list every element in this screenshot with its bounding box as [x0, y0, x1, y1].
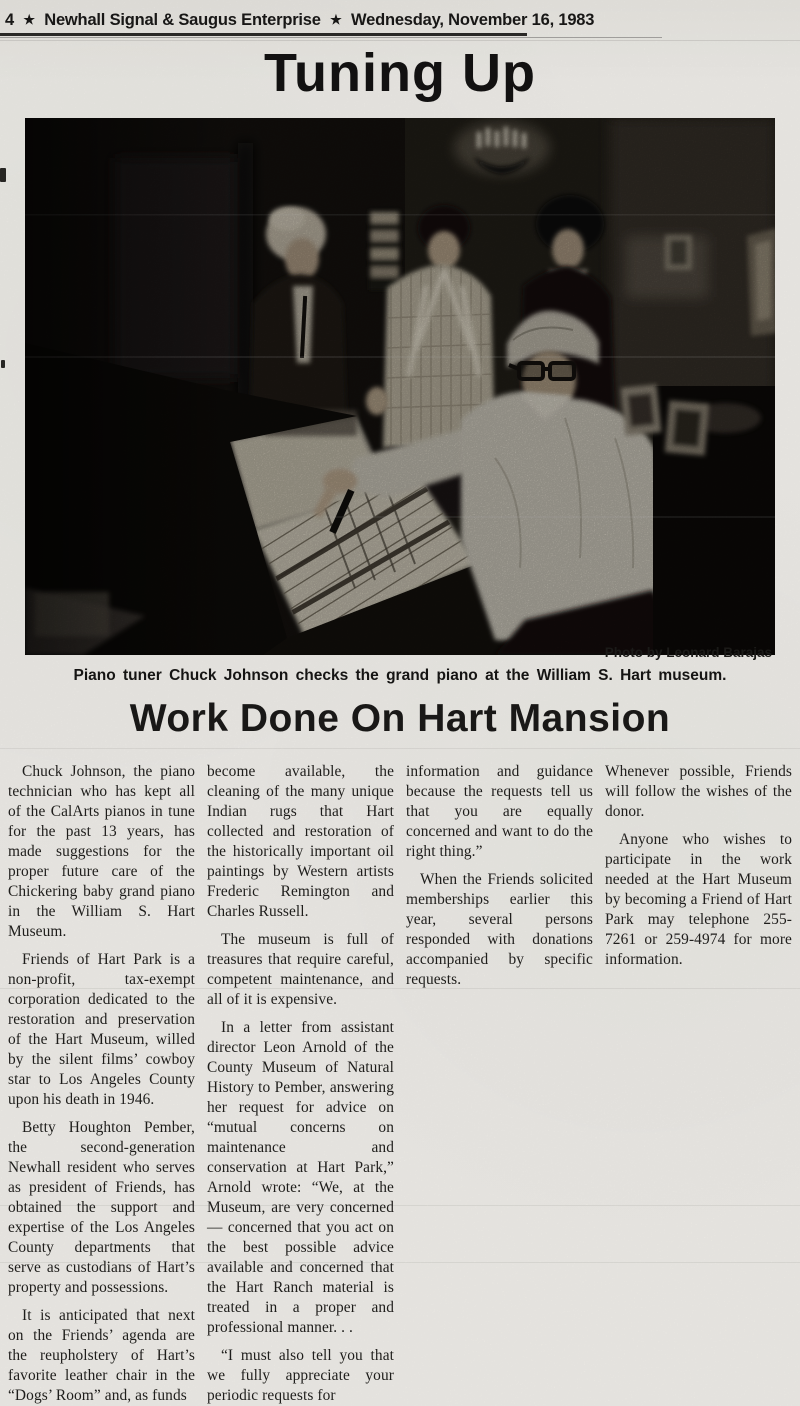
masthead — [5, 11, 594, 30]
article-paragraph: The museum is full of treasures that require careful, competent maintenance, and all of it is expensive. — [207, 931, 394, 1008]
issue-date: Wednesday, November 16, 1983 — [351, 11, 595, 29]
article-paragraph: In a letter from assistant director Leon Arnold of the County Museum of Natural History to Pember, answering her request for advice on “mutual concerns on maintenance and conservation at Hart Park,” Arnold wrote: “We, at the Museum, are very concerned — concerned that you act on the best possible advice available and concerned that the Hart Ranch material is treated in a proper and professional manner. . . — [207, 1019, 394, 1336]
article-paragraph: become available, the cleaning of the many unique Indian rugs that Hart collected and restoration of the historically important oil paintings by Western artists Frederic Remington and Charles Russell. — [207, 763, 394, 920]
article-paragraph: Whenever possible, Friends will follow the wishes of the donor. — [605, 763, 792, 820]
article-paragraph: When the Friends solicited memberships earlier this year, several persons responded with donations accompanied by specific requests. — [406, 871, 593, 988]
ink-speck — [1, 360, 5, 368]
masthead-rule — [0, 33, 527, 36]
scan-streak — [0, 1205, 800, 1206]
kicker-title: Tuning Up — [264, 43, 536, 103]
photo-caption: Piano tuner Chuck Johnson checks the grand piano at the William S. Hart museum. — [73, 667, 727, 684]
article-paragraph: It is anticipated that next on the Friends’ agenda are the reupholstery of Hart’s favorite leather chair in the “Dogs’ Room” and, as funds — [8, 1307, 195, 1404]
article-column — [207, 762, 394, 1406]
article-paragraph: Betty Houghton Pember, the second-generation Newhall resident who serves as president of Friends, has obtained the support and expertise of the Los Angeles County departments that serve as custodians of Hart’s property and possessions. — [8, 1119, 195, 1296]
article-photo — [25, 118, 775, 655]
article-column — [8, 762, 195, 1406]
masthead-rule-faint — [0, 40, 800, 41]
scan-streak — [0, 988, 800, 989]
article-column — [605, 762, 792, 1406]
masthead-rule-light — [0, 37, 662, 38]
article-paragraph: Friends of Hart Park is a non-profit, tax-exempt corporation dedicated to the restoration and preservation of the Hart Museum, willed by the silent films’ cowboy star to Los Angeles County upon his death in 1946. — [8, 951, 195, 1108]
star-icon: ★ — [330, 12, 342, 27]
article-body — [8, 762, 792, 1406]
page-number: 4 — [5, 11, 14, 29]
star-icon: ★ — [23, 12, 35, 27]
scan-streak — [0, 1262, 800, 1263]
article-paragraph: “I must also tell you that we fully appreciate your periodic requests for — [207, 1347, 394, 1404]
article-photo-graphic — [25, 118, 775, 655]
article-headline: Work Done On Hart Mansion — [129, 697, 671, 740]
scan-streak — [0, 748, 800, 749]
article-paragraph: information and guidance because the requests tell us that you are equally concerned and want to do the right thing.” — [406, 763, 593, 860]
article-paragraph: Anyone who wishes to participate in the work needed at the Hart Museum by becoming a Friend of Hart Park may telephone 255-7261 or 259-4974 for more information. — [605, 831, 792, 968]
article-column — [406, 762, 593, 1406]
publication-name: Newhall Signal & Saugus Enterprise — [44, 11, 321, 29]
ink-speck — [0, 168, 6, 182]
article-paragraph: Chuck Johnson, the piano technician who has kept all of the CalArts pianos in tune for the past 13 years, has made suggestions for the proper future care of the Chickering baby grand piano in the William S. Hart Museum. — [8, 763, 195, 940]
photo-credit: Photo by Leonard Barajas — [604, 645, 772, 660]
